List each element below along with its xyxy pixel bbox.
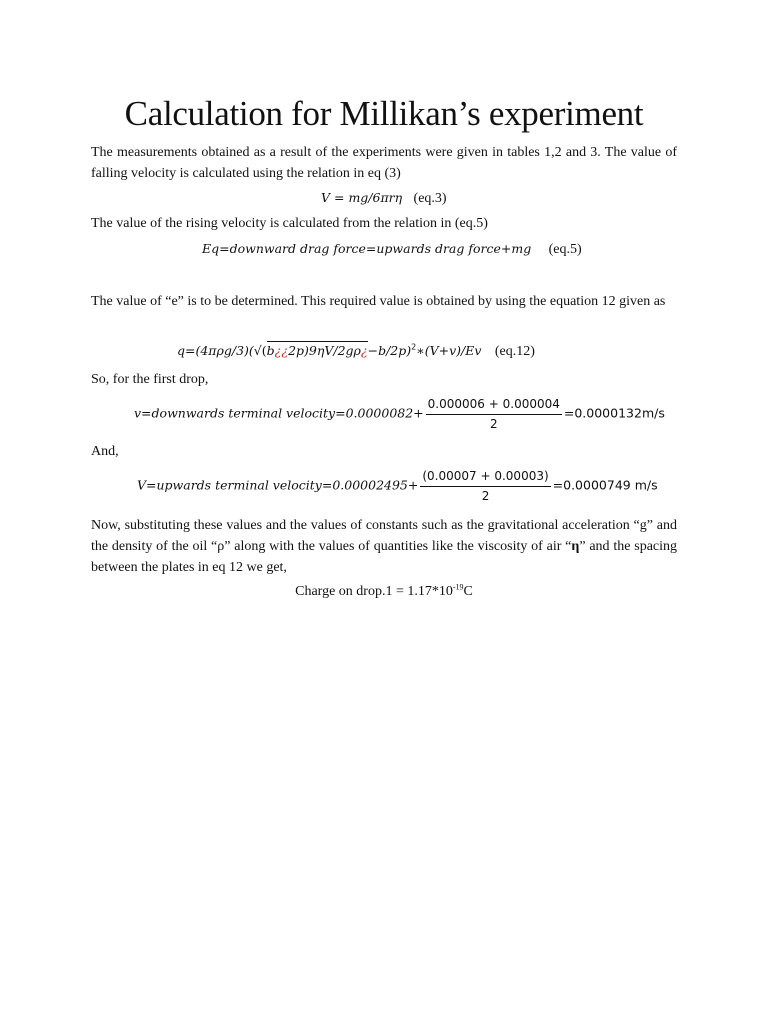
equation-downward-lhs: v=downwards terminal velocity=0.0000082+ bbox=[134, 405, 424, 421]
equation-12-tag: (eq.12) bbox=[494, 344, 535, 359]
equation-12-mark: ¿ bbox=[360, 343, 368, 358]
equation-downward-numerator: 0.000006 + 0.000004 bbox=[426, 396, 562, 415]
page-title: Calculation for Millikan’s experiment bbox=[124, 94, 644, 133]
result-unit: C bbox=[463, 584, 473, 599]
equation-5 bbox=[202, 239, 582, 260]
equation-upward-lhs: V=upwards terminal velocity=0.00002495+ bbox=[137, 477, 419, 493]
equation-12-lhs: q=(4πρg/3)( bbox=[177, 343, 254, 358]
equation-12-tail: −b/2p) bbox=[367, 343, 412, 358]
equation-12-exponent: 2 bbox=[411, 342, 417, 352]
equation-downward-fraction bbox=[426, 396, 562, 433]
equation-upward-velocity bbox=[137, 468, 658, 505]
equation-12-mid: 2p)9ηV/2gρ bbox=[288, 343, 361, 358]
equation-12-root: √( bbox=[253, 343, 267, 358]
equation-upward-fraction bbox=[420, 468, 550, 505]
equation-downward-velocity bbox=[134, 396, 665, 433]
paragraph-rising-velocity: The value of the rising velocity is calculated from the relation in (eq.5) bbox=[91, 216, 488, 231]
equation-5-tag: (eq.5) bbox=[548, 242, 582, 257]
equation-12-marks: ¿¿ bbox=[274, 343, 289, 358]
equation-12-radicand bbox=[267, 341, 368, 358]
result-charge-drop-1 bbox=[0, 581, 768, 602]
equation-12 bbox=[177, 341, 535, 362]
result-prefix: Charge on drop.1 = 1.17*10 bbox=[295, 584, 453, 599]
equation-12-b: b bbox=[266, 343, 275, 358]
result-exponent: -19 bbox=[452, 582, 464, 592]
equation-3-expression: V = mg/6πrη bbox=[321, 190, 403, 205]
paragraph-measurements: The measurements obtained as a result of the experiments were given in tables 1,2 and 3. The value of falling velocity is calculated using the relation in eq (3) bbox=[91, 145, 677, 181]
equation-upward-result: =0.0000749 m/s bbox=[552, 477, 658, 493]
paragraph-substitution-part2: ” and the spacing between the plates in eq 12 we get, bbox=[91, 539, 678, 575]
equation-3 bbox=[321, 188, 447, 209]
paragraph-and: And, bbox=[91, 444, 119, 459]
equation-5-expression: Eq=downward drag force=upwards drag force+mg bbox=[202, 241, 532, 256]
paragraph-first-drop: So, for the first drop, bbox=[91, 372, 209, 387]
paragraph-value-of-e: The value of “e” is to be determined. This required value is obtained by using the equation 12 given as bbox=[91, 294, 666, 309]
equation-downward-denominator: 2 bbox=[489, 417, 498, 431]
equation-upward-denominator: 2 bbox=[481, 489, 490, 503]
paragraph-substitution bbox=[91, 515, 677, 578]
equation-3-tag: (eq.3) bbox=[413, 191, 447, 206]
paragraph-substitution-eta: η bbox=[571, 539, 580, 554]
equation-upward-numerator: (0.00007 + 0.00003) bbox=[420, 468, 550, 487]
paragraph-substitution-part1: Now, substituting these values and the values of constants such as the gravitational acceleration “g” and the density of the oil “ρ” along with the values of quantities like the viscosity of air “ bbox=[91, 518, 677, 554]
equation-12-rest: ∗(V+v)/Ev bbox=[416, 343, 482, 358]
equation-downward-result: =0.0000132m/s bbox=[563, 405, 665, 421]
